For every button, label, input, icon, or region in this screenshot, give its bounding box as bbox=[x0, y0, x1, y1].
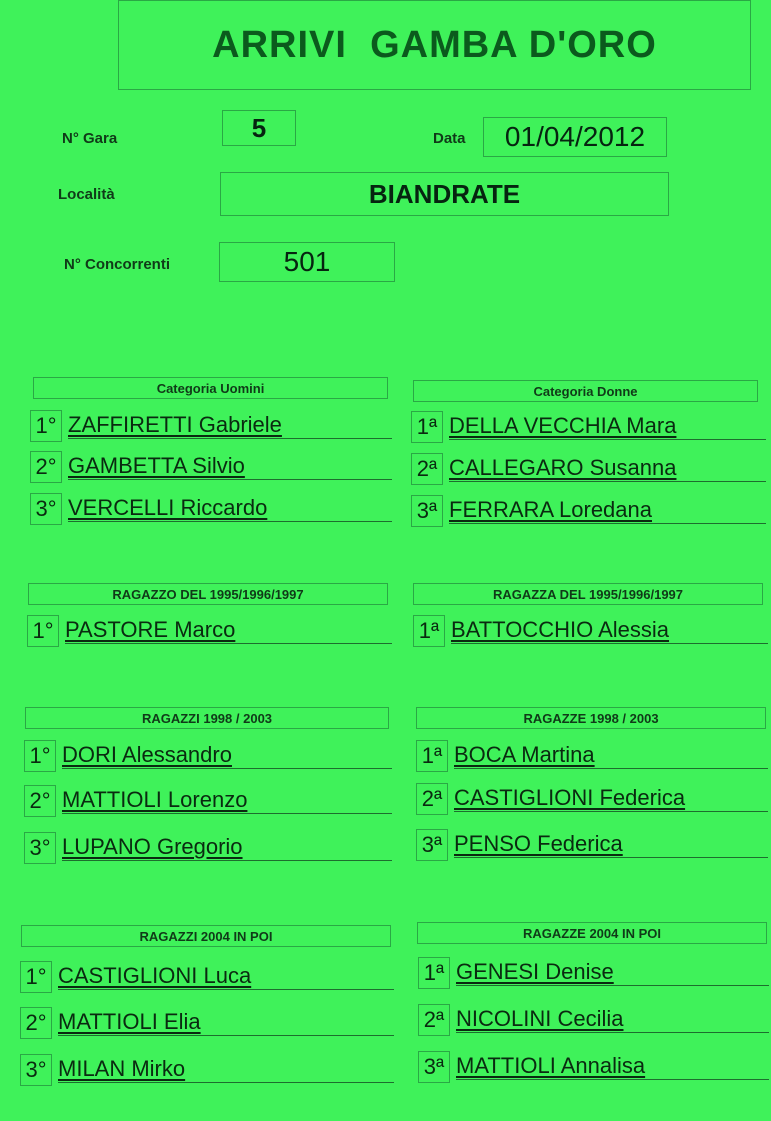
rank: 3° bbox=[20, 1054, 52, 1086]
localita-label: Località bbox=[58, 186, 115, 203]
result-row bbox=[27, 615, 392, 647]
athlete-name: PASTORE Marco bbox=[65, 615, 392, 644]
athlete-name: MATTIOLI Lorenzo bbox=[62, 785, 392, 814]
rank: 3ª bbox=[416, 829, 448, 861]
result-row bbox=[30, 493, 392, 525]
concorrenti-label: N° Concorrenti bbox=[64, 256, 171, 273]
localita-value: BIANDRATE bbox=[220, 172, 669, 216]
result-row bbox=[24, 832, 392, 864]
rank: 1° bbox=[30, 410, 62, 442]
rank: 3° bbox=[24, 832, 56, 864]
concorrenti-value: 501 bbox=[219, 242, 395, 282]
athlete-name: ZAFFIRETTI Gabriele bbox=[68, 410, 392, 439]
category-header: RAGAZZI 2004 IN POI bbox=[21, 925, 391, 947]
athlete-name: MATTIOLI Annalisa bbox=[456, 1051, 769, 1080]
result-row bbox=[24, 740, 392, 772]
rank: 2° bbox=[30, 451, 62, 483]
athlete-name: GENESI Denise bbox=[456, 957, 769, 986]
gara-label: N° Gara bbox=[62, 130, 118, 147]
result-row bbox=[416, 740, 768, 772]
rank: 1ª bbox=[418, 957, 450, 989]
rank: 1ª bbox=[413, 615, 445, 647]
result-row bbox=[411, 495, 766, 527]
athlete-name: GAMBETTA Silvio bbox=[68, 451, 392, 480]
result-row bbox=[20, 1007, 394, 1039]
result-row bbox=[418, 957, 769, 989]
rank: 3° bbox=[30, 493, 62, 525]
athlete-name: NICOLINI Cecilia bbox=[456, 1004, 769, 1033]
category-header: RAGAZZI 1998 / 2003 bbox=[25, 707, 389, 729]
result-row bbox=[30, 410, 392, 442]
result-row bbox=[411, 453, 766, 485]
athlete-name: MILAN Mirko bbox=[58, 1054, 394, 1083]
result-row bbox=[411, 411, 766, 443]
athlete-name: LUPANO Gregorio bbox=[62, 832, 392, 861]
gara-value: 5 bbox=[222, 110, 296, 146]
athlete-name: BATTOCCHIO Alessia bbox=[451, 615, 768, 644]
athlete-name: CASTIGLIONI Federica bbox=[454, 783, 768, 812]
athlete-name: CALLEGARO Susanna bbox=[449, 453, 766, 482]
athlete-name: FERRARA Loredana bbox=[449, 495, 766, 524]
result-row bbox=[24, 785, 392, 817]
page-title: ARRIVI GAMBA D'ORO bbox=[118, 0, 751, 90]
rank: 1ª bbox=[411, 411, 443, 443]
athlete-name: PENSO Federica bbox=[454, 829, 768, 858]
data-value: 01/04/2012 bbox=[483, 117, 667, 157]
athlete-name: DORI Alessandro bbox=[62, 740, 392, 769]
category-header: RAGAZZO DEL 1995/1996/1997 bbox=[28, 583, 388, 605]
rank: 1ª bbox=[416, 740, 448, 772]
result-row bbox=[416, 829, 768, 861]
data-label: Data bbox=[433, 130, 466, 147]
rank: 2ª bbox=[416, 783, 448, 815]
result-row bbox=[30, 451, 392, 483]
category-header: RAGAZZA DEL 1995/1996/1997 bbox=[413, 583, 763, 605]
rank: 1° bbox=[24, 740, 56, 772]
result-row bbox=[416, 783, 768, 815]
result-row bbox=[20, 961, 394, 993]
rank: 2ª bbox=[411, 453, 443, 485]
rank: 3ª bbox=[411, 495, 443, 527]
category-header: Categoria Donne bbox=[413, 380, 758, 402]
rank: 2ª bbox=[418, 1004, 450, 1036]
result-row bbox=[418, 1051, 769, 1083]
athlete-name: MATTIOLI Elia bbox=[58, 1007, 394, 1036]
rank: 3ª bbox=[418, 1051, 450, 1083]
athlete-name: VERCELLI Riccardo bbox=[68, 493, 392, 522]
category-header: RAGAZZE 2004 IN POI bbox=[417, 922, 767, 944]
rank: 1° bbox=[27, 615, 59, 647]
result-row bbox=[418, 1004, 769, 1036]
athlete-name: CASTIGLIONI Luca bbox=[58, 961, 394, 990]
athlete-name: BOCA Martina bbox=[454, 740, 768, 769]
result-row bbox=[20, 1054, 394, 1086]
result-row bbox=[413, 615, 768, 647]
rank: 2° bbox=[24, 785, 56, 817]
rank: 2° bbox=[20, 1007, 52, 1039]
athlete-name: DELLA VECCHIA Mara bbox=[449, 411, 766, 440]
rank: 1° bbox=[20, 961, 52, 993]
category-header: Categoria Uomini bbox=[33, 377, 388, 399]
category-header: RAGAZZE 1998 / 2003 bbox=[416, 707, 766, 729]
